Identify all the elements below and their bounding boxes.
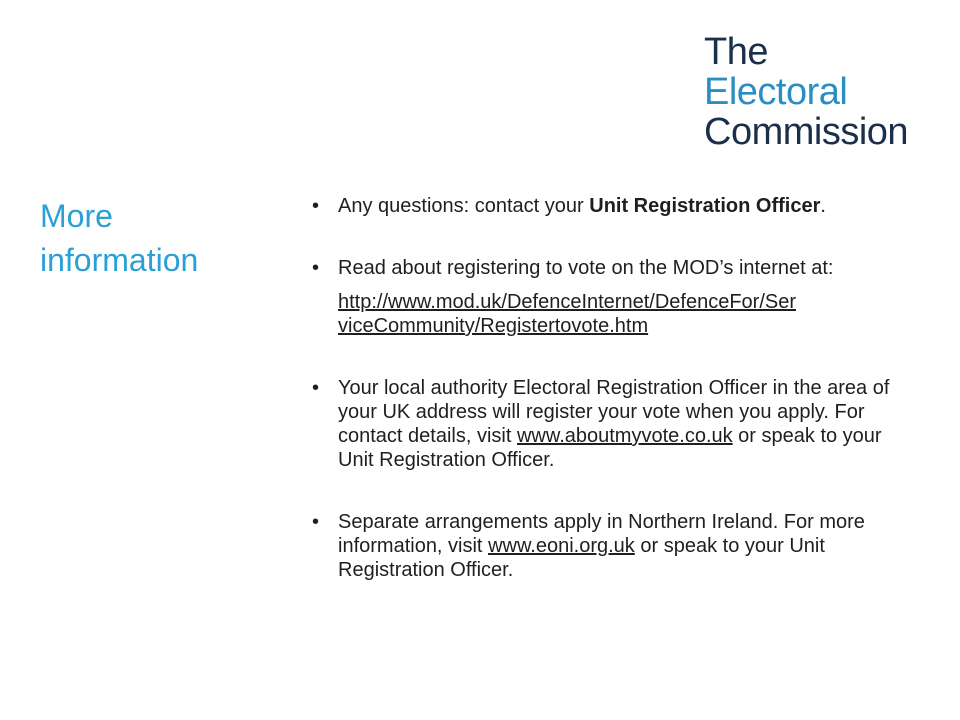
- mod-url-block: [312, 290, 912, 338]
- bullet-item-mod-website: [312, 256, 912, 280]
- bullet-text: Any questions: contact your: [338, 195, 590, 217]
- eoni-link[interactable]: www.eoni.org.uk: [488, 535, 635, 557]
- mod-link-part-1[interactable]: http://www.mod.uk/DefenceInternet/DefenceFor/Ser: [338, 291, 796, 313]
- bullet-dot: •: [312, 257, 320, 279]
- bullet-text: Separate arrangements apply in Northern Ireland. For more information, visit: [338, 511, 865, 557]
- bullet-bold-text: Unit Registration Officer: [589, 195, 821, 217]
- mod-website-link[interactable]: [338, 291, 796, 337]
- bullet-text: or speak to your Unit Registration Officer.: [338, 425, 882, 471]
- bullet-dot: •: [312, 377, 320, 399]
- aboutmyvote-link[interactable]: www.aboutmyvote.co.uk: [516, 425, 733, 447]
- bullet-item-northern-ireland: [312, 510, 912, 582]
- logo-line-electoral: Electoral: [704, 71, 848, 113]
- bullet-dot: •: [312, 511, 320, 533]
- bullet-list: [312, 194, 912, 582]
- bullet-item-contact: [312, 194, 912, 218]
- bullet-text: Your local authority Electoral Registration Officer in the area of your UK address will register your vote when you apply. For contact details, visit: [338, 377, 890, 447]
- electoral-commission-logo: [704, 32, 944, 152]
- slide-title-line-1: More: [40, 198, 113, 234]
- slide-title: [40, 194, 270, 282]
- logo-line-commission: Commission: [704, 111, 909, 153]
- mod-link-part-2[interactable]: viceCommunity/Registertovote.htm: [338, 315, 649, 337]
- bullet-item-local-authority: [312, 376, 912, 472]
- bullet-text: .: [820, 195, 826, 217]
- logo-line-the: The: [704, 31, 768, 73]
- bullet-text: or speak to your Unit Registration Officer.: [338, 535, 825, 581]
- bullet-text: Read about registering to vote on the MOD’s internet at:: [338, 257, 834, 279]
- bullet-dot: •: [312, 195, 320, 217]
- slide-title-line-2: information: [40, 242, 199, 278]
